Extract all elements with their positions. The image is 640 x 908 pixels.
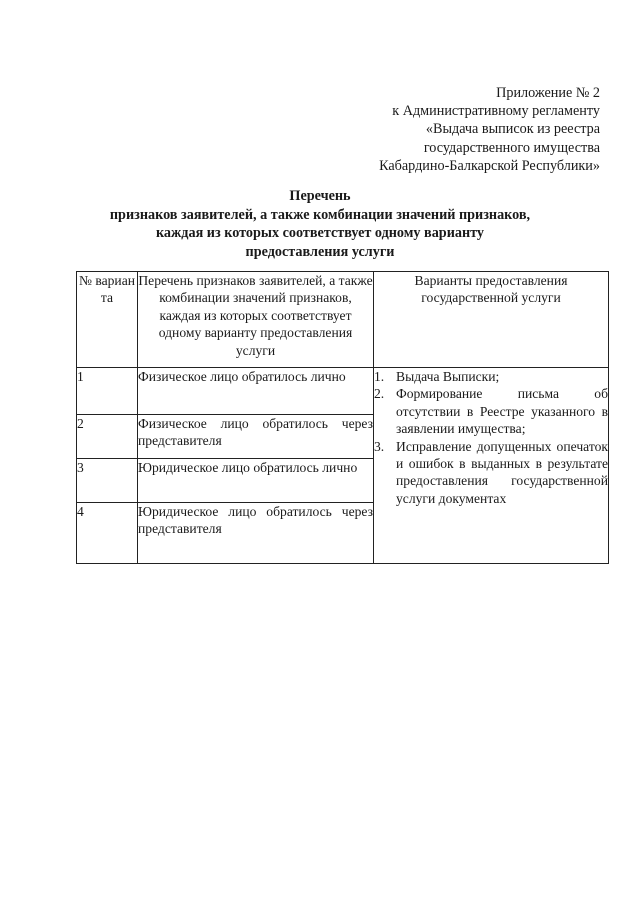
title-line: предоставления услуги	[245, 243, 395, 260]
title-line: признаков заявителей, а также комбинации значений признаков,	[109, 206, 531, 223]
document-title	[60, 187, 580, 261]
table-row	[77, 368, 609, 415]
variant-marker: 3.	[374, 438, 385, 454]
row-number: 4	[77, 503, 138, 564]
row-number: 2	[77, 415, 138, 459]
variant-item	[374, 385, 608, 437]
variants-cell	[374, 368, 609, 564]
header-signs	[138, 272, 374, 368]
appendix-line: к Административному регламенту	[392, 103, 600, 120]
header-number-label: № вариан та	[78, 273, 136, 306]
header-number	[77, 272, 138, 368]
variant-marker: 1.	[374, 369, 385, 384]
row-signs-text: Физическое лицо обратилось через представителя	[138, 416, 373, 449]
variant-item	[374, 438, 608, 508]
variants-table	[76, 271, 609, 564]
appendix-line: государственного имущества	[423, 139, 600, 156]
row-signs-text: Юридическое лицо обратилось лично	[138, 460, 358, 475]
row-signs	[138, 415, 374, 459]
variant-text: Исправление допущенных опечаток и ошибок в выданных в результате предоставления государственной услуги документах	[396, 438, 608, 506]
title-line: каждая из которых соответствует одному варианту	[155, 225, 485, 241]
table-header-row	[77, 272, 609, 368]
title-line: Перечень	[289, 188, 351, 204]
header-variants-label: Варианты предоставления государственной услуги	[414, 273, 568, 306]
row-signs-text: Юридическое лицо обратилось через представителя	[138, 504, 373, 537]
row-signs	[138, 503, 374, 564]
appendix-line: Кабардино-Балкарской Республики»	[379, 157, 600, 174]
variant-text: Выдача Выписки;	[396, 369, 500, 384]
appendix-line: «Выдача выписок из реестра	[425, 121, 600, 138]
header-signs-label: Перечень признаков заявителей, а также комбинации значений признаков, каждая из которых соответствует одному варианту предоставления услуги	[138, 273, 373, 358]
variant-item	[374, 368, 608, 385]
variant-marker: 2.	[374, 386, 385, 402]
row-signs	[138, 368, 374, 415]
row-number: 1	[77, 368, 138, 415]
row-signs-text: Физическое лицо обратилось лично	[138, 369, 346, 384]
variant-text: Формирование письма об отсутствии в Реестре указанного в заявлении имущества;	[396, 386, 608, 437]
appendix-line: Приложение № 2	[496, 85, 600, 101]
row-signs	[138, 459, 374, 503]
variants-list	[374, 368, 608, 507]
header-variants	[374, 272, 609, 368]
row-number: 3	[77, 459, 138, 503]
appendix-header	[300, 84, 600, 175]
